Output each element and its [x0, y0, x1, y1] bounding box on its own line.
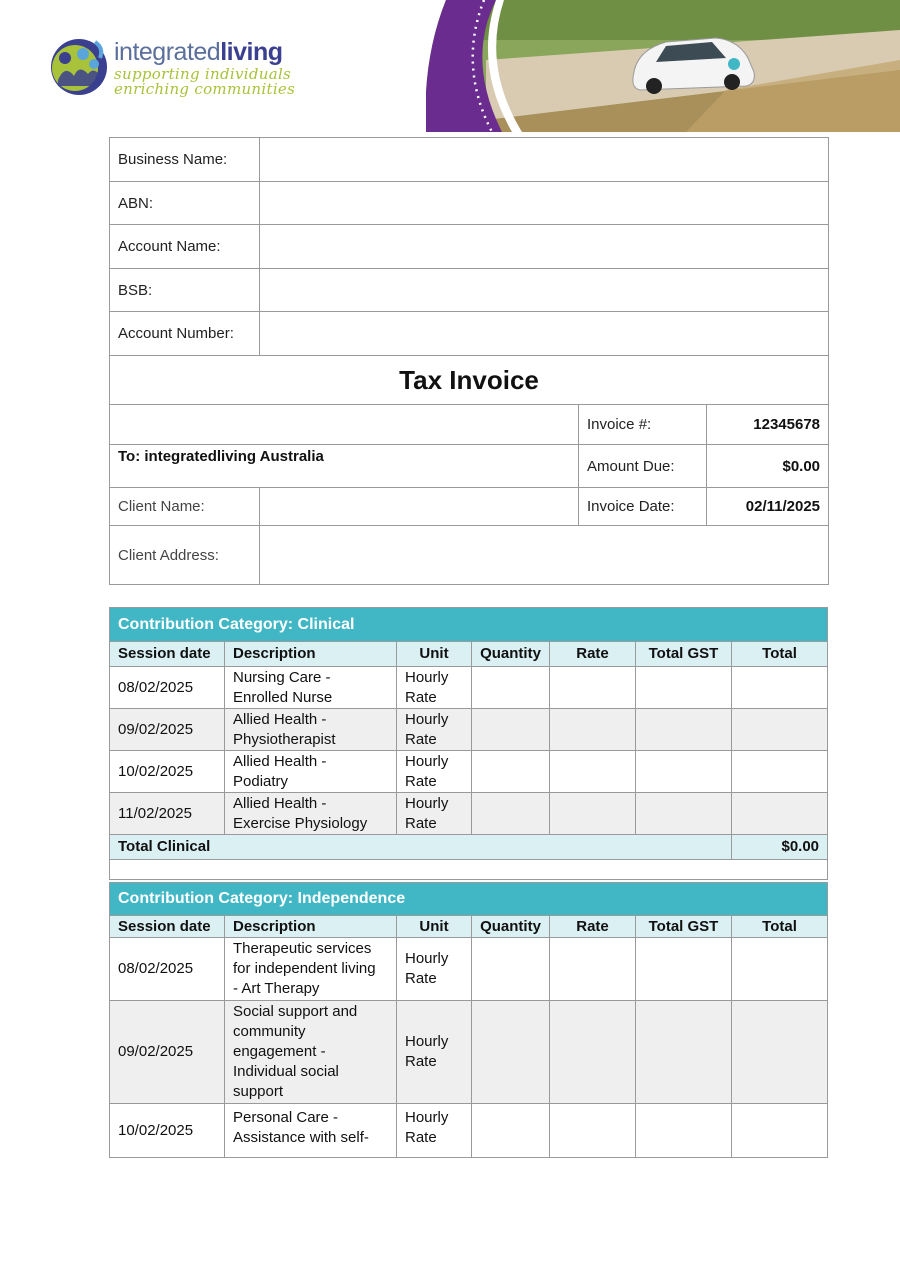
col-total: Total [732, 642, 828, 667]
client-address-field[interactable] [260, 526, 829, 585]
rate-cell[interactable] [550, 938, 636, 1001]
document-title: Tax Invoice [110, 356, 829, 405]
col-total-gst: Total GST [636, 642, 732, 667]
rate-cell[interactable] [550, 709, 636, 751]
unit: Hourly Rate [397, 667, 472, 709]
integratedliving-logo [48, 30, 296, 102]
total-cell[interactable] [732, 938, 828, 1001]
total-cell[interactable] [732, 1104, 828, 1158]
total-clinical-label: Total Clinical [110, 835, 732, 860]
table-row [110, 667, 828, 709]
invoice-details-table [109, 137, 829, 585]
invoice-date-value: 02/11/2025 [707, 488, 829, 526]
rate-cell[interactable] [550, 1104, 636, 1158]
business-name-label: Business Name: [110, 138, 260, 182]
quantity-cell[interactable] [472, 667, 550, 709]
session-date: 10/02/2025 [110, 751, 225, 793]
rate-cell[interactable] [550, 667, 636, 709]
col-total: Total [732, 916, 828, 938]
total-cell[interactable] [732, 709, 828, 751]
quantity-cell[interactable] [472, 1001, 550, 1104]
client-name-label: Client Name: [110, 488, 260, 526]
table-row [110, 1001, 828, 1104]
account-number-field[interactable] [260, 312, 829, 356]
session-date: 08/02/2025 [110, 667, 225, 709]
header-photo-car-on-road [426, 0, 900, 132]
logo-wordmark: integratedliving [114, 38, 283, 66]
rate-cell[interactable] [550, 793, 636, 835]
table-row [110, 938, 828, 1001]
total-gst-cell[interactable] [636, 1104, 732, 1158]
rate-cell[interactable] [550, 1001, 636, 1104]
total-gst-cell[interactable] [636, 938, 732, 1001]
quantity-cell[interactable] [472, 938, 550, 1001]
col-unit: Unit [397, 642, 472, 667]
blank-cell [110, 405, 579, 445]
recipient-label: To: integratedliving Australia [110, 445, 579, 488]
description: Personal Care - Assistance with self- [225, 1104, 397, 1158]
total-gst-cell[interactable] [636, 667, 732, 709]
quantity-cell[interactable] [472, 751, 550, 793]
client-address-label: Client Address: [110, 526, 260, 585]
account-name-label: Account Name: [110, 225, 260, 269]
logo-tagline-2: enriching communities [114, 80, 296, 98]
people-logo-icon [48, 34, 110, 96]
col-total-gst: Total GST [636, 916, 732, 938]
col-quantity: Quantity [472, 642, 550, 667]
bsb-label: BSB: [110, 269, 260, 312]
description: Social support and community engagement - Individual social support [225, 1001, 397, 1104]
quantity-cell[interactable] [472, 709, 550, 751]
col-unit: Unit [397, 916, 472, 938]
table-row [110, 709, 828, 751]
account-number-label: Account Number: [110, 312, 260, 356]
abn-label: ABN: [110, 182, 260, 225]
total-gst-cell[interactable] [636, 751, 732, 793]
unit: Hourly Rate [397, 1104, 472, 1158]
session-date: 09/02/2025 [110, 1001, 225, 1104]
total-cell[interactable] [732, 793, 828, 835]
total-cell[interactable] [732, 667, 828, 709]
table-row [110, 793, 828, 835]
total-cell[interactable] [732, 751, 828, 793]
description: Allied Health - Exercise Physiology [225, 793, 397, 835]
unit: Hourly Rate [397, 938, 472, 1001]
description: Nursing Care - Enrolled Nurse [225, 667, 397, 709]
total-clinical-value: $0.00 [732, 835, 828, 860]
table-row [110, 751, 828, 793]
page-header [0, 0, 900, 132]
col-session-date: Session date [110, 916, 225, 938]
quantity-cell[interactable] [472, 1104, 550, 1158]
unit: Hourly Rate [397, 793, 472, 835]
rate-cell[interactable] [550, 751, 636, 793]
col-session-date: Session date [110, 642, 225, 667]
total-gst-cell[interactable] [636, 709, 732, 751]
description: Allied Health - Physiotherapist [225, 709, 397, 751]
clinical-category-heading: Contribution Category: Clinical [110, 608, 828, 642]
description: Therapeutic services for independent living - Art Therapy [225, 938, 397, 1001]
client-name-field[interactable] [260, 488, 579, 526]
session-date: 08/02/2025 [110, 938, 225, 1001]
session-date: 11/02/2025 [110, 793, 225, 835]
total-cell[interactable] [732, 1001, 828, 1104]
col-quantity: Quantity [472, 916, 550, 938]
logo-tagline-1: supporting individuals [114, 65, 292, 83]
unit: Hourly Rate [397, 751, 472, 793]
unit: Hourly Rate [397, 709, 472, 751]
spacer-row [110, 860, 828, 880]
col-description: Description [225, 916, 397, 938]
total-gst-cell[interactable] [636, 793, 732, 835]
abn-field[interactable] [260, 182, 829, 225]
col-rate: Rate [550, 916, 636, 938]
invoice-number-label: Invoice #: [579, 405, 707, 445]
table-row [110, 1104, 828, 1158]
business-name-field[interactable] [260, 138, 829, 182]
session-date: 10/02/2025 [110, 1104, 225, 1158]
amount-due-label: Amount Due: [579, 445, 707, 488]
total-gst-cell[interactable] [636, 1001, 732, 1104]
account-name-field[interactable] [260, 225, 829, 269]
independence-contribution-table [109, 882, 828, 1158]
clinical-contribution-table [109, 607, 828, 880]
bsb-field[interactable] [260, 269, 829, 312]
independence-category-heading: Contribution Category: Independence [110, 883, 828, 916]
col-rate: Rate [550, 642, 636, 667]
quantity-cell[interactable] [472, 793, 550, 835]
invoice-date-label: Invoice Date: [579, 488, 707, 526]
amount-due-value: $0.00 [707, 445, 829, 488]
col-description: Description [225, 642, 397, 667]
session-date: 09/02/2025 [110, 709, 225, 751]
description: Allied Health - Podiatry [225, 751, 397, 793]
invoice-number-value: 12345678 [707, 405, 829, 445]
unit: Hourly Rate [397, 1001, 472, 1104]
